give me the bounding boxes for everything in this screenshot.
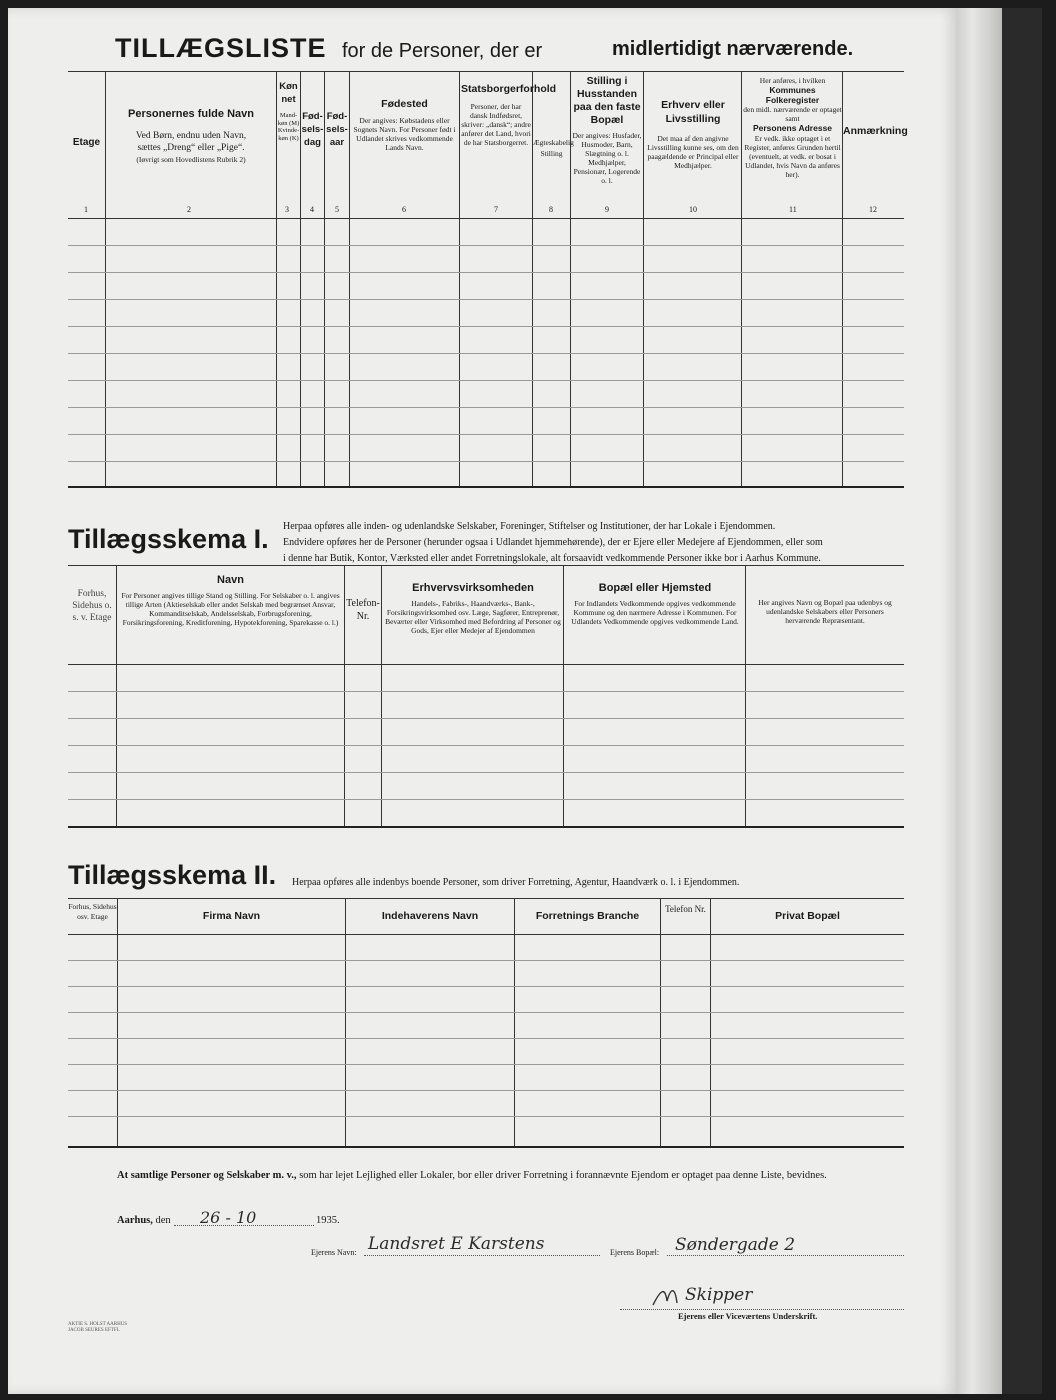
- col-header-foedested: [351, 98, 458, 152]
- col-statsborger-title: Statsborgerforhold: [461, 83, 557, 95]
- place-label: Aarhus,: [117, 1215, 153, 1226]
- statement-rest: som har lejet Lejlighed eller Lokaler, bor eller driver Forretning i forannævnte Ejendom er optaget paa denne Liste, bevidnes.: [299, 1170, 827, 1181]
- col-header-adresse: [743, 76, 842, 179]
- col-navn-title: Personernes fulde Navn: [128, 108, 254, 120]
- vicevaert-label: Ejerens eller Viceværtens Underskrift.: [678, 1311, 818, 1321]
- col-number: 4: [310, 205, 314, 214]
- col-number: 2: [187, 205, 191, 214]
- col-number: 7: [494, 205, 498, 214]
- skema1-col-erhverv-note: Handels-, Fabriks-, Haandværks-, Bank-, Forsikringsvirksomhed osv. Læge, Sagfører, Entreprenør, Beværter eller Virksomhed med Befordring af Personer og Gods, Ejer eller Medejer af Ejendommen: [385, 599, 561, 635]
- col-header-statsborger: [461, 82, 557, 147]
- skema2-description: Herpaa opføres alle indenbys boende Personer, som driver Forretning, Agentur, Haandværk o. l. i Ejendommen.: [292, 877, 740, 888]
- main-table-header-bottom: [68, 218, 904, 219]
- skema1-col-erhverv-title: Erhvervsvirksomheden: [412, 582, 534, 594]
- owner-name-label: Ejerens Navn:: [311, 1248, 357, 1257]
- skema1-col-navn: [118, 574, 343, 627]
- col-number: 11: [789, 205, 797, 214]
- skema2-col-forhus: Forhus, Sidehus osv. Etage: [68, 902, 117, 921]
- skema1-col-navn-note: For Personer angives tillige Stand og Stilling. For Selskaber o. l. angives tillige Arten (Aktieselskab eller andet Selskab med begrænset Ansvar, Kommanditselskab, Andelsselskab, Forbrugsforening, Forsikringsforening, Kreditforening, Hypotekforening, Sparekasse o. l.): [121, 591, 340, 627]
- page-edge: [1002, 8, 1042, 1394]
- col-navn-note-3: (Iøvrigt som Hovedlistens Rubrik 2): [136, 155, 246, 164]
- main-title-rest: for de Personer, der er: [342, 40, 543, 62]
- skema1-desc-line-2: Endvidere opføres her de Personer (herunder ogsaa i Udlandet hjemmehørende), der er Ejere eller Medejere af Ejendommen, eller som: [283, 537, 823, 548]
- col-adresse-note-3: Er vedk. ikke optaget i et Register, anføres Grunden hertil (eventuelt, at vedk. er bosat i Udlandet, hvis Navn da anføres her).: [744, 134, 841, 179]
- col-erhverv-note: Det maa af den angivne Livsstilling kunne ses, om den paagældende er Principal eller Medhjælper.: [647, 134, 739, 170]
- skema1-col-bopael-note: For Indlandets Vedkommende opgives vedkommende Kommune og den nærmere Adresse i Kommunen. For Udlandets Vedkommende opgives vedkommende Land.: [571, 599, 739, 626]
- col-header-stilling: [571, 75, 643, 185]
- main-table-top: [68, 71, 904, 72]
- printer-imprint: [68, 1322, 127, 1334]
- main-table-bottom: [68, 486, 904, 488]
- vicevaert-signature-text: Skipper: [685, 1285, 753, 1305]
- skema1-desc-line-3: i denne har Butik, Kontor, Værksted eller andet Forretningslokale, alt forsaavidt vedkommende Personer ikke bor i Aarhus Kommune.: [283, 553, 821, 564]
- skema2-col-branche: Forretnings Branche: [535, 910, 640, 922]
- place-date-line: [117, 1215, 171, 1226]
- owner-address: Søndergade 2: [675, 1235, 796, 1255]
- col-adresse-title: Kommunes Folkeregister: [765, 85, 820, 105]
- col-number: 9: [605, 205, 609, 214]
- col-foedested-note: Der angives: Købstadens eller Sognets Navn. For Personer født i Udlandet skrives vedkommende Lands Navn.: [353, 116, 456, 152]
- date-year: 1935.: [316, 1215, 340, 1226]
- skema1-description: [283, 519, 903, 567]
- col-number: 10: [689, 205, 697, 214]
- skema1-col-bopael: [565, 582, 745, 626]
- col-number: 8: [549, 205, 553, 214]
- date-prefix: den: [155, 1215, 171, 1226]
- col-stilling-note: Der angives: Husfader, Husmoder, Barn, Slægtning o. l. Medhjælper, Pensionær, Logerende o. l.: [572, 131, 642, 185]
- printer-line-2: JACOB SEURES EFTFL: [68, 1328, 120, 1333]
- skema1-col-forhus: Forhus, Sidehus o. s. v. Etage: [72, 589, 112, 623]
- skema1-col-bopael-title: Bopæl eller Hjemsted: [598, 582, 712, 594]
- col-koen-note: Mand-køn (M) Kvinde-køn (K): [277, 112, 300, 142]
- owner-address-label: Ejerens Bopæl:: [610, 1248, 660, 1257]
- owner-name-signature: Landsret E Karstens: [368, 1234, 545, 1254]
- col-header-foedselsdag: Fød-sels-dag: [301, 111, 324, 148]
- col-header-navn: [107, 108, 275, 166]
- col-header-aegteskab: Ægteskabelig Stilling: [533, 138, 574, 158]
- book-binding: [956, 8, 1002, 1394]
- col-header-anmaerkning: Anmærkning: [843, 125, 908, 137]
- skema2-col-indehaver: Indehaverens Navn: [381, 910, 479, 922]
- skema2-title: Tillægsskema II.: [68, 860, 277, 890]
- certification-statement: [117, 1170, 827, 1181]
- col-adresse-title-2: Personens Adresse: [752, 123, 833, 133]
- col-navn-note-1: Ved Børn, endnu uden Navn,: [135, 131, 247, 141]
- col-foedested-title: Fødested: [381, 98, 428, 110]
- skema1-col-telefon: Telefon-Nr.: [346, 598, 380, 622]
- col-number: 1: [84, 205, 88, 214]
- skema1-col-erhverv: [383, 582, 563, 635]
- skema2-col-firma: Firma Navn: [202, 910, 261, 922]
- col-koen-title: Kønnet: [279, 81, 298, 105]
- skema1-col-navn-title: Navn: [217, 574, 244, 586]
- date-day-month: 26 - 10: [200, 1208, 257, 1227]
- col-stilling-title: Stilling i Husstanden paa den faste Bopæl: [573, 75, 641, 126]
- col-erhverv-title: Erhverv eller Livsstilling: [661, 99, 725, 125]
- col-statsborger-note: Personer, der har dansk Indfødsret, skriver: „dansk“; andre anfører det Land, hvori de har Statsborgerret.: [461, 102, 531, 147]
- statement-bold: At samtlige Personer og Selskaber m. v.,: [117, 1170, 297, 1181]
- col-adresse-note-2: den midl. nærværende er optaget samt: [743, 105, 842, 123]
- skema1-desc-line-1: Herpaa opføres alle inden- og udenlandske Selskaber, Foreninger, Stiftelser og Institutioner, der har Lokale i Ejendommen.: [283, 521, 776, 532]
- col-number: 3: [285, 205, 289, 214]
- col-header-foedselsaar: Fød-sels-aar: [326, 111, 348, 148]
- col-number: 5: [335, 205, 339, 214]
- col-number: 12: [869, 205, 877, 214]
- main-title-emphasis: midlertidigt nærværende.: [612, 38, 854, 60]
- skema2-col-bopael: Privat Bopæl: [775, 910, 840, 922]
- printer-line-1: AKTIE S. HOLST AARHUS: [68, 1322, 128, 1327]
- col-adresse-note-1: Her anføres, i hvilken: [759, 76, 826, 85]
- col-header-etage: Etage: [72, 137, 101, 148]
- col-header-erhverv: [645, 98, 741, 170]
- col-header-koen: [277, 80, 300, 142]
- main-title: TILLÆGSLISTE: [115, 33, 327, 63]
- skema2-col-telefon: Telefon Nr.: [665, 904, 706, 914]
- col-number: 6: [402, 205, 406, 214]
- skema1-title: Tillægsskema I.: [68, 524, 269, 554]
- form-page: [8, 8, 956, 1394]
- skema1-col-repraesentant: Her angives Navn og Bopæl paa udenbys og udenlandske Selskabers eller Personers herværende Repræsentant.: [758, 598, 892, 625]
- col-navn-note-2: sættes „Dreng“ eller „Pige“.: [137, 143, 245, 153]
